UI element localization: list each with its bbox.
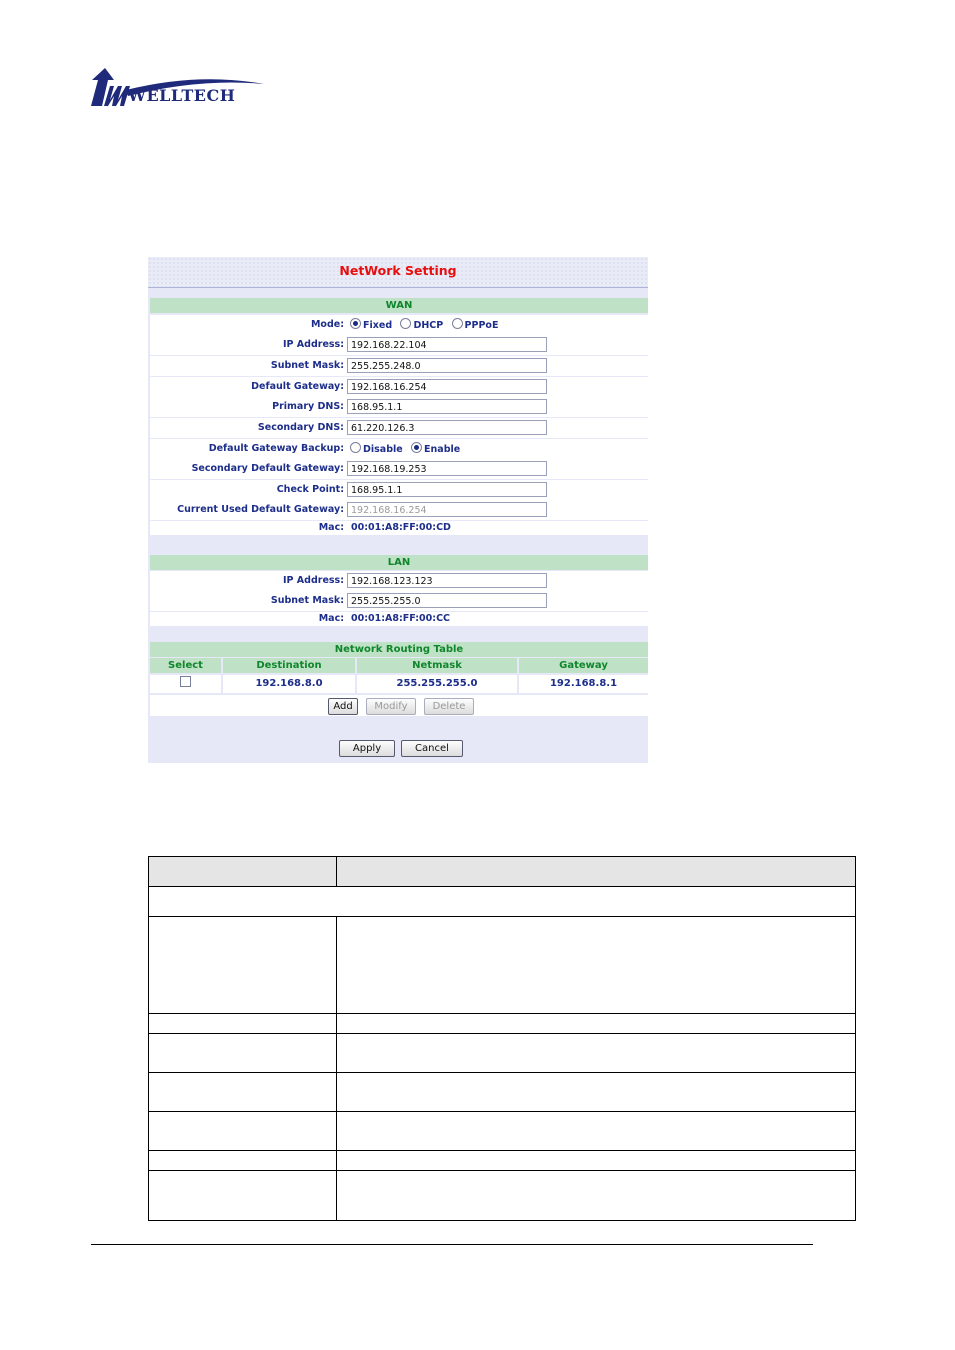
modify-route-button[interactable]: Modify — [366, 698, 416, 715]
wan-mask-input[interactable]: 255.255.248.0 — [347, 358, 547, 373]
wan-mask-row — [150, 356, 648, 376]
column-header-destination: Destination — [223, 658, 355, 673]
routing-table-header: Network Routing Table — [150, 642, 648, 657]
table-column-divider — [336, 856, 337, 886]
wan-ip-label: IP Address: — [283, 339, 344, 350]
lan-mask-label: Subnet Mask: — [270, 595, 344, 606]
primary-dns-input[interactable]: 168.95.1.1 — [347, 399, 547, 414]
mode-radio-group — [350, 318, 503, 331]
delete-route-button[interactable]: Delete — [424, 698, 474, 715]
welltech-logo — [88, 66, 268, 110]
footer-divider — [91, 1244, 813, 1245]
route-netmask: 255.255.255.0 — [357, 675, 517, 693]
lan-ip-label: IP Address: — [283, 575, 344, 586]
secondary-gateway-label: Secondary Default Gateway: — [191, 463, 344, 474]
wan-section-header: WAN — [150, 298, 648, 313]
lan-mac-value: 00:01:A8:FF:00:CC — [351, 613, 451, 624]
gateway-backup-row — [150, 439, 648, 459]
primary-dns-row — [150, 397, 648, 417]
column-header-gateway: Gateway — [519, 658, 648, 673]
lan-ip-input[interactable]: 192.168.123.123 — [347, 573, 547, 588]
table-rule — [148, 1013, 856, 1014]
radio-selected-icon[interactable] — [350, 318, 361, 329]
wan-gateway-row — [150, 377, 648, 397]
check-point-label: Check Point: — [276, 484, 344, 495]
secondary-gateway-row — [150, 459, 648, 479]
lan-mac-label: Mac: — [318, 613, 344, 624]
network-setting-panel — [148, 257, 648, 763]
wan-mask-label: Subnet Mask: — [270, 360, 344, 371]
table-rule — [148, 916, 856, 917]
route-select-checkbox[interactable] — [180, 676, 191, 687]
page-title: NetWork Setting — [339, 263, 457, 278]
header-divider — [148, 287, 648, 288]
table-rule — [148, 1150, 856, 1151]
current-gateway-label: Current Used Default Gateway: — [177, 504, 344, 515]
cancel-button[interactable]: Cancel — [401, 740, 463, 757]
route-destination: 192.168.8.0 — [223, 675, 355, 693]
mode-pppoe-option[interactable]: PPPoE — [452, 320, 499, 331]
check-point-input[interactable]: 168.95.1.1 — [347, 482, 547, 497]
column-header-netmask: Netmask — [357, 658, 517, 673]
table-rule — [148, 886, 856, 887]
route-select-cell — [150, 675, 221, 693]
wan-mode-row — [150, 315, 648, 335]
radio-icon[interactable] — [400, 318, 411, 329]
lan-mask-row — [150, 591, 648, 611]
lan-mac-row — [150, 612, 648, 626]
secondary-dns-label: Secondary DNS: — [257, 422, 344, 433]
logo-text: WELLTECH — [128, 86, 236, 105]
current-gateway-row — [150, 500, 648, 520]
lan-ip-row — [150, 571, 648, 591]
add-route-button[interactable]: Add — [328, 698, 358, 715]
wan-mac-label: Mac: — [318, 522, 344, 533]
secondary-dns-input[interactable]: 61.220.126.3 — [347, 420, 547, 435]
radio-icon[interactable] — [350, 442, 361, 453]
wan-gateway-label: Default Gateway: — [251, 381, 344, 392]
radio-selected-icon[interactable] — [411, 442, 422, 453]
table-rule — [148, 1170, 856, 1171]
mode-fixed-option[interactable]: Fixed — [350, 320, 392, 331]
gateway-backup-radio-group — [350, 442, 465, 455]
mode-label: Mode: — [310, 319, 344, 330]
lan-section-header: LAN — [150, 555, 648, 570]
lan-mask-input[interactable]: 255.255.255.0 — [347, 593, 547, 608]
secondary-gateway-input[interactable]: 192.168.19.253 — [347, 461, 547, 476]
table-rule — [148, 1111, 856, 1112]
wan-mac-row — [150, 521, 648, 535]
route-gateway: 192.168.8.1 — [519, 675, 648, 693]
backup-enable-option[interactable]: Enable — [411, 444, 460, 455]
gateway-backup-label: Default Gateway Backup: — [208, 443, 344, 454]
description-table — [148, 856, 856, 1221]
secondary-dns-row — [150, 418, 648, 438]
route-action-row — [150, 695, 648, 716]
apply-button[interactable]: Apply — [339, 740, 395, 757]
wan-ip-input[interactable]: 192.168.22.104 — [347, 337, 547, 352]
wan-mac-value: 00:01:A8:FF:00:CD — [351, 522, 451, 533]
current-gateway-input: 192.168.16.254 — [347, 502, 547, 517]
column-header-select: Select — [150, 658, 221, 673]
table-column-divider — [336, 916, 337, 1221]
wan-gateway-input[interactable]: 192.168.16.254 — [347, 379, 547, 394]
backup-disable-option[interactable]: Disable — [350, 444, 403, 455]
primary-dns-label: Primary DNS: — [272, 401, 344, 412]
table-rule — [148, 1072, 856, 1073]
mode-dhcp-option[interactable]: DHCP — [400, 320, 443, 331]
table-rule — [148, 1033, 856, 1034]
check-point-row — [150, 480, 648, 500]
wan-ip-row — [150, 335, 648, 355]
radio-icon[interactable] — [452, 318, 463, 329]
